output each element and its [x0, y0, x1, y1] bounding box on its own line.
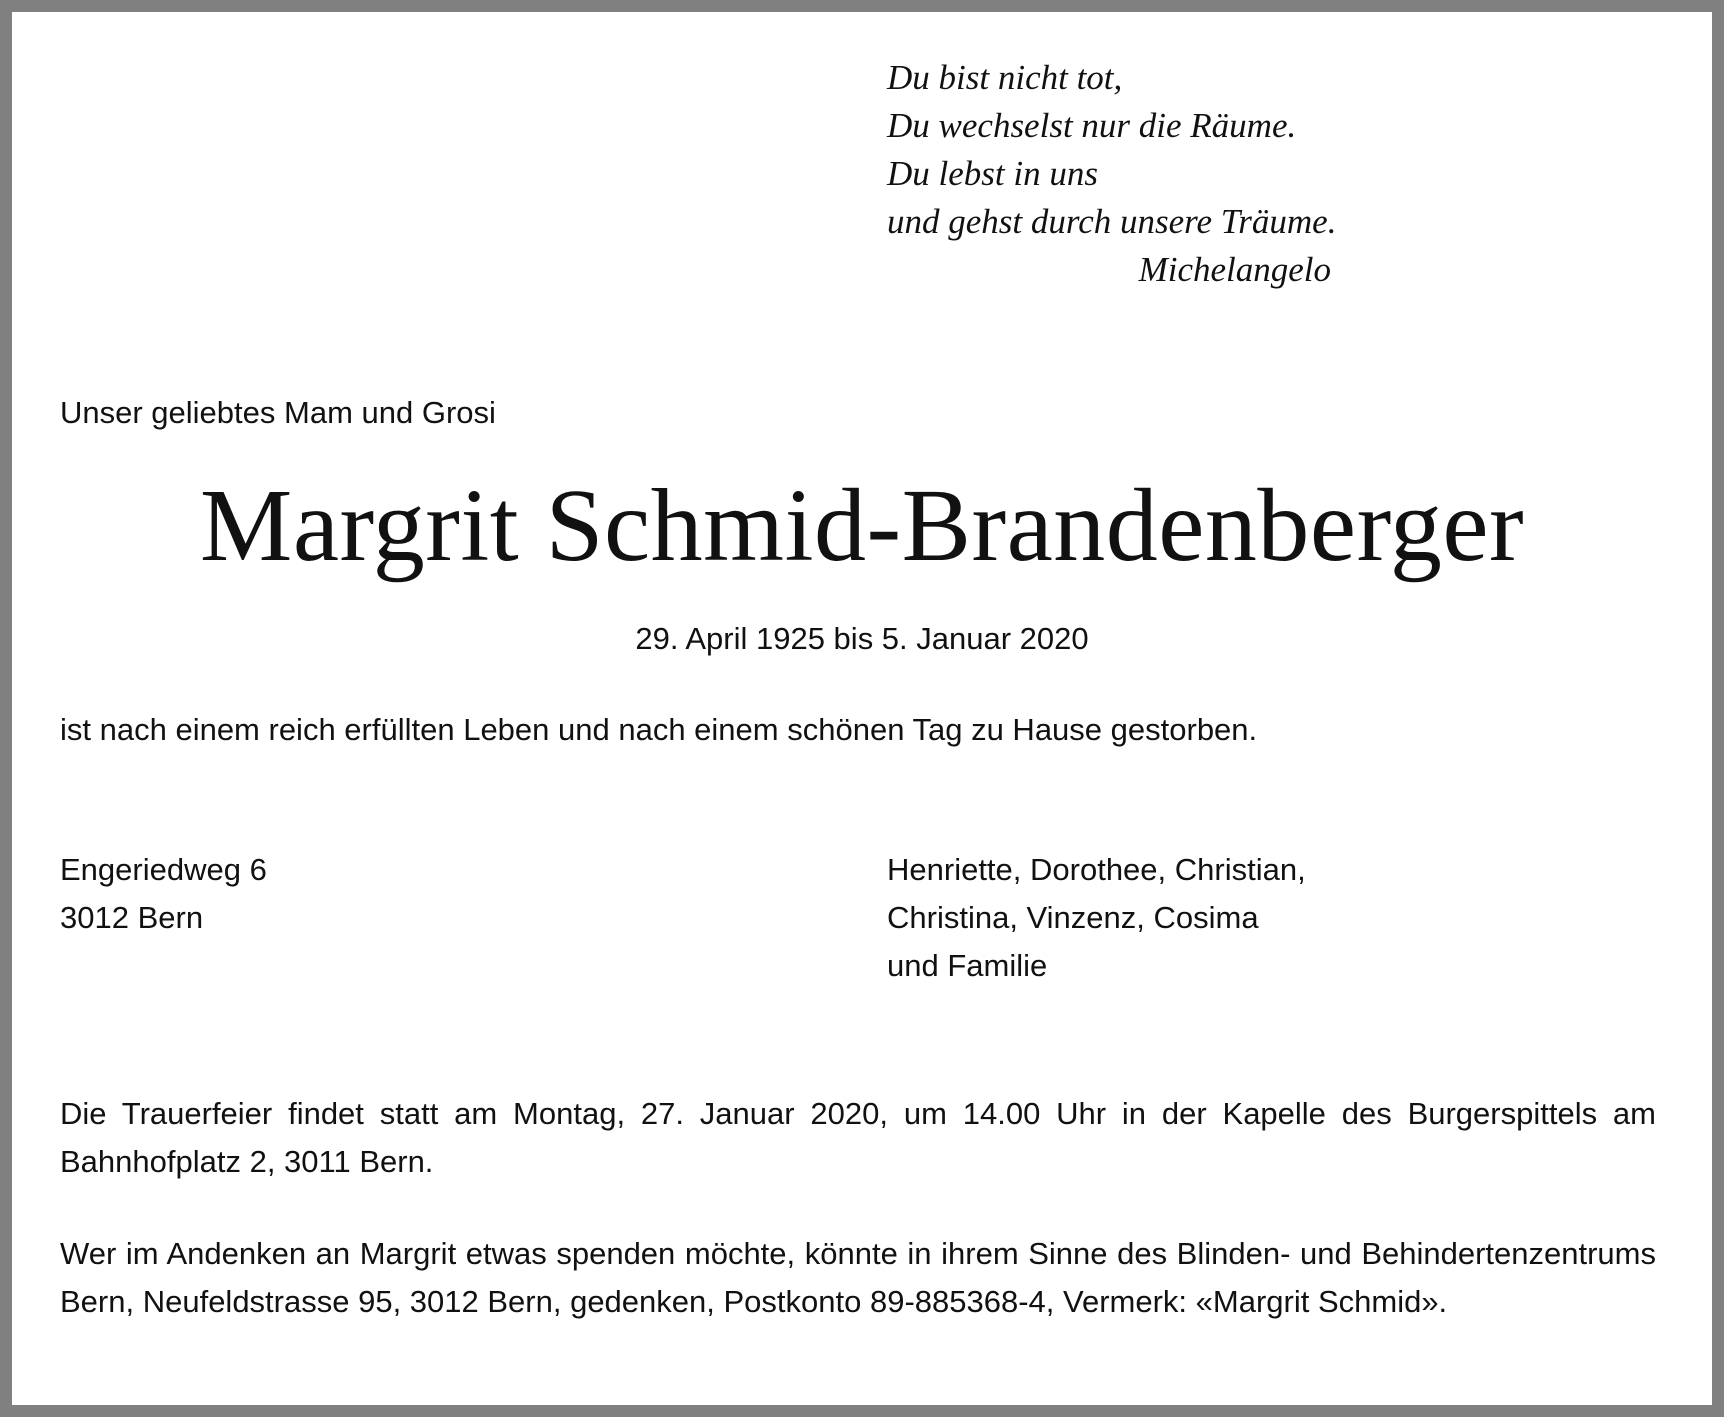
family-line: Henriette, Dorothee, Christian,: [887, 852, 1306, 887]
family-line: und Familie: [887, 948, 1048, 983]
deceased-name: Margrit Schmid-Brandenberger: [199, 468, 1525, 583]
donation-paragraph: Wer im Andenken an Margrit etwas spenden möchte, könnte in ihrem Sinne des Blinden- und Behindertenzentrums Bern, Neufeldstrasse 95, 3012 Bern, gedenken, Postkonto 89-885368-4, Vermerk: «Margrit Schmid».: [60, 1236, 1656, 1319]
poem-line: und gehst durch unsere Träume.: [887, 202, 1337, 241]
poem-line: Du wechselst nur die Räume.: [887, 106, 1297, 145]
intro-text: Unser geliebtes Mam und Grosi: [60, 395, 496, 430]
poem-quote: [887, 54, 1347, 294]
address-block: [60, 846, 267, 942]
family-block: [887, 846, 1306, 990]
address-city: 3012 Bern: [60, 900, 204, 935]
poem-author: Michelangelo: [1138, 250, 1331, 289]
obituary-page: [12, 12, 1712, 1405]
ceremony-paragraph: Die Trauerfeier findet statt am Montag, 27. Januar 2020, um 14.00 Uhr in der Kapelle des Burgerspittels am Bahnhofplatz 2, 3011 Bern.: [60, 1096, 1656, 1179]
family-line: Christina, Vinzenz, Cosima: [887, 900, 1259, 935]
poem-line: Du lebst in uns: [887, 154, 1098, 193]
death-statement: ist nach einem reich erfüllten Leben und nach einem schönen Tag zu Hause gestorben.: [60, 712, 1258, 747]
poem-line: Du bist nicht tot,: [887, 58, 1123, 97]
address-street: Engeriedweg 6: [60, 852, 267, 887]
life-dates: 29. April 1925 bis 5. Januar 2020: [635, 621, 1089, 656]
